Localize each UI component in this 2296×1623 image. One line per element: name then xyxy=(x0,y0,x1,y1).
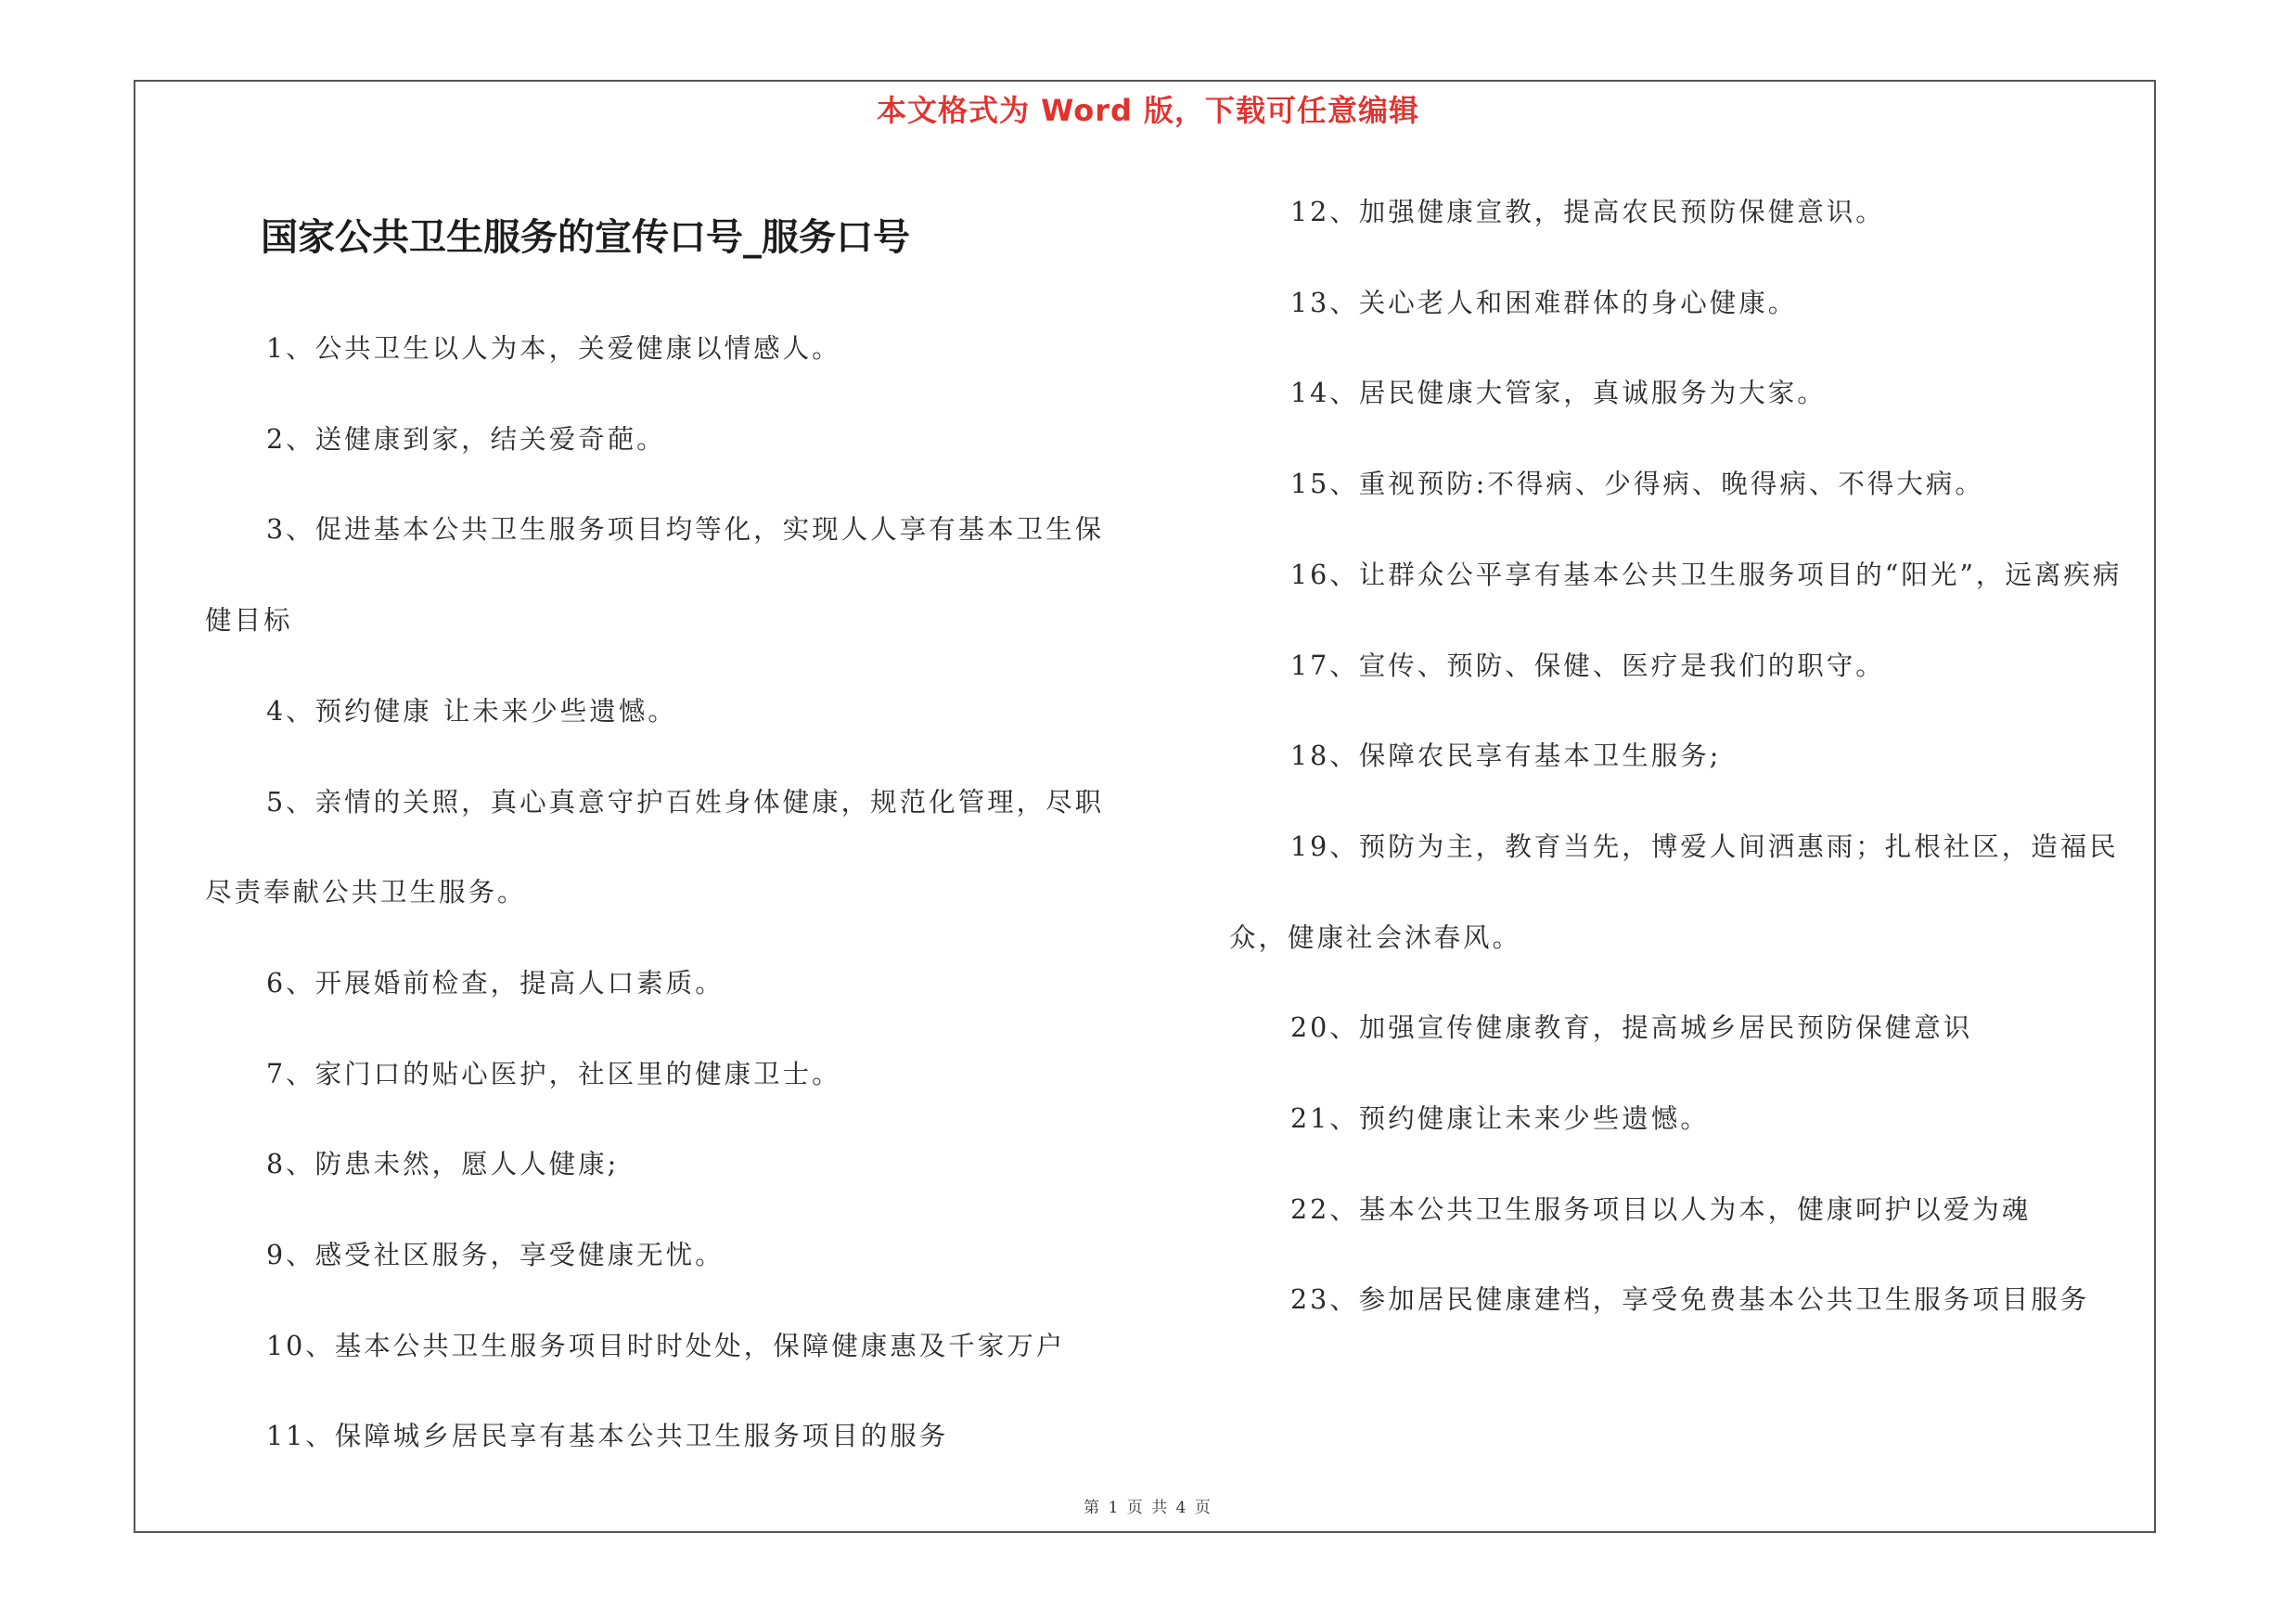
slogan-item: 23、参加居民健康建档，享受免费基本公共卫生服务项目服务 xyxy=(1290,1284,2090,1316)
slogan-item: 2、送健康到家，结关爱奇葩。 xyxy=(266,423,666,455)
left-column xyxy=(205,303,1133,1482)
slogan-item: 14、居民健康大管家，真诚服务为大家。 xyxy=(1290,378,1827,409)
slogan-item: 22、基本公共卫生服务项目以人为本，健康呵护以爱为魂 xyxy=(1290,1193,2032,1225)
document-title: 国家公共卫生服务的宣传口号_服务口号 xyxy=(261,216,910,259)
slogan-item: 19、预防为主，教育当先，博爱人间洒惠雨；扎根社区，造福民众，健康社会沐春风。 xyxy=(1229,831,2119,953)
slogan-item: 5、亲情的关照，真心真意守护百姓身体健康，规范化管理，尽职尽责奉献公共卫生服务。 xyxy=(205,786,1105,908)
slogan-item: 18、保障农民享有基本卫生服务; xyxy=(1290,741,1722,772)
slogan-item: 8、防患未然，愿人人健康; xyxy=(266,1149,620,1180)
slogan-item: 3、促进基本公共卫生服务项目均等化，实现人人享有基本卫生保健目标 xyxy=(205,514,1105,637)
slogan-item: 9、感受社区服务，享受健康无忧。 xyxy=(266,1240,725,1271)
slogan-item: 10、基本公共卫生服务项目时时处处，保障健康惠及千家万户 xyxy=(266,1330,1066,1361)
slogan-item: 1、公共卫生以人为本，关爱健康以情感人。 xyxy=(266,333,841,364)
slogan-item: 11、保障城乡居民享有基本公共卫生服务项目的服务 xyxy=(266,1421,949,1452)
slogan-item: 6、开展婚前检查，提高人口素质。 xyxy=(266,967,725,998)
slogan-item: 17、宣传、预防、保健、医疗是我们的职守。 xyxy=(1290,650,1885,681)
slogan-item: 21、预约健康让未来少些遗憾。 xyxy=(1290,1103,1710,1135)
editable-notice-banner: 本文格式为 Word 版，下载可任意编辑 xyxy=(876,93,1420,128)
slogan-item: 16、让群众公平享有基本公共卫生服务项目的“阳光”，远离疾病 xyxy=(1290,559,2123,590)
slogan-item: 4、预约健康 让未来少些遗憾。 xyxy=(266,695,677,727)
page-number-footer: 第 1 页 共 4 页 xyxy=(1084,1499,1212,1517)
slogan-item: 13、关心老人和困难群体的身心健康。 xyxy=(1290,287,1798,318)
right-column xyxy=(1229,167,2157,1346)
slogan-item: 20、加强宣传健康教育，提高城乡居民预防保健意识 xyxy=(1290,1012,1973,1044)
slogan-item: 15、重视预防:不得病、少得病、晚得病、不得大病。 xyxy=(1290,469,1984,500)
slogan-item: 12、加强健康宣教，提高农民预防保健意识。 xyxy=(1290,197,1885,227)
slogan-item: 7、家门口的贴心医护，社区里的健康卫士。 xyxy=(266,1058,841,1089)
